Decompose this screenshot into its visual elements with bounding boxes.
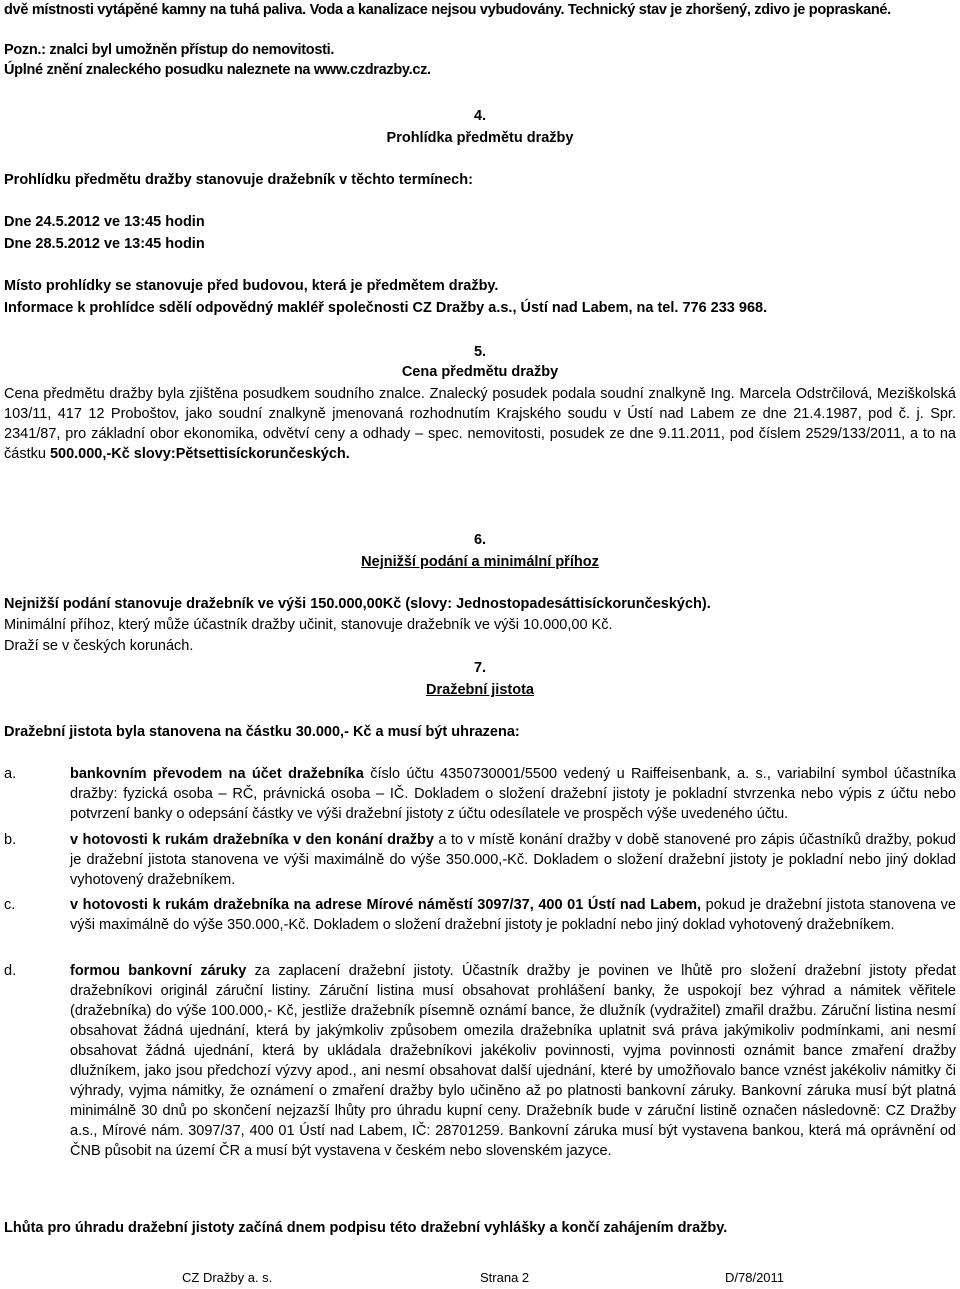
section-7-number: 7. [473,660,487,676]
deposit-option-a [4,764,956,824]
section-5-number: 5. [473,344,487,360]
section-5-title: Cena předmětu dražby [401,364,559,380]
option-bold: v hotovosti k rukám dražebníka v den konání dražby [70,832,434,848]
option-text: pokud je dražební jistota stanovena ve výši maximálně do výše 350.000,-Kč. Dokladem o složení dražební jistoty je pokladní nebo jiný doklad vyhotovený dražebníkem. [70,897,956,933]
intro-paragraph: dvě místnosti vytápěné kamny na tuhá paliva. Voda a kanalizace nejsou vybudovány. Technický stav je zhoršený, zdivo je popraskané. [4,2,891,18]
deposit-option-c [4,895,956,935]
section-6-title-text: Nejnižší podání a minimální příhoz [361,554,599,570]
option-text: a to v místě konání dražby v době stanovené pro zápis účastníků dražby, pokud je dražební jistota stanovena ve výši maximálně do výše 350.000,-Kč. Dokladem o složení dražební jistoty je pokladní nebo jiný doklad vyhotovený dražebníkem. [70,832,956,888]
intro-link-line: Úplné znění znaleckého posudku naleznete na www.czdrazby.cz. [4,62,431,78]
minimum-increment: Minimální příhoz, který může účastník dražby učinit, stanovuje dražebník ve výši 10.000,00 Kč. [4,617,613,633]
inspection-info: Informace k prohlídce sdělí odpovědný makléř společnosti CZ Dražby a.s., Ústí nad Labem, na tel. 776 233 968. [4,300,768,316]
list-label: c. [4,897,16,913]
section-6-title [4,552,956,572]
deposit-lead: Dražební jistota byla stanovena na částku 30.000,- Kč a musí být uhrazena: [4,724,520,740]
section-5-paragraph [4,384,956,464]
option-bold: v hotovosti k rukám dražebníka na adrese Mírové náměstí 3097/37, 400 01 Ústí nad Labem, [70,897,702,913]
section-7-title [4,680,956,700]
option-text: za zaplacení dražební jistoty. Účastník dražby je povinen ve lhůtě pro složení dražební jistoty předat dražebníkovi originál záruční listiny. Záruční listina musí obsahovat prohlášení banky, že uspokojí bez výhrad a námitek věřitele (dražebníka) do výše 100.000,- Kč, jestliže dražebník písemně oznámí bance, že dlužník (vydražitel) zmařil dražbu. Záruční listina nesmí obsahovat žádná ujednání, která by jakýmkoliv způsobem omezila dražebníka uplatnit svá práva jakýmikoliv podmínkami, ani nesmí obsahovat žádná ujednání, která by ukládala dražebníkovi jakékoliv povinnosti, vyjma povinnosti oznámit bance zmaření dražby dlužníkem, jako jsou předchozí výzvy apod., ani nesmí obsahovat další ujednání, které by umožňovalo bance vznést jakékoliv námitky či výhrady, vyjma námitky, že oznámení o zmaření dražby bylo učiněno až po platnosti bankovní záruky. Bankovní záruka musí být platná minimálně 30 dnů po skončení nejzazší lhůty pro úhradu kupní ceny. Dražebník bude v záruční listině označen následovně: CZ Dražby a.s., Mírové nám. 3097/37, 400 01 Ústí nad Labem, IČ: 28701259. Bankovní záruka musí být vystavena bankou, která má oprávnění od ČNB působit na území ČR a musí být vystavena v českém nebo slovenském jazyce. [70,963,956,1159]
footer-company: CZ Dražby a. s. [182,1270,273,1285]
section-4-title: Prohlídka předmětu dražby [386,130,574,146]
section-4-lead: Prohlídku předmětu dražby stanovuje dražebník v těchto termínech: [4,172,473,188]
deposit-option-b [4,830,956,890]
option-bold: bankovním převodem na účet dražebníka [70,766,364,782]
list-label: b. [4,832,17,848]
section-6-number: 6. [473,532,487,548]
inspection-date-2: Dne 28.5.2012 ve 13:45 hodin [4,236,205,252]
currency-note: Draží se v českých korunách. [4,638,194,654]
deposit-option-d [4,961,956,1161]
section-4-number: 4. [473,108,487,124]
option-text: číslo účtu 4350730001/5500 vedený u Raiffeisenbank, a. s., variabilní symbol účastníka dražby: fyzická osoba – RČ, právnická osoba – IČ. Dokladem o složení dražební jistoty je pokladní stvrzenka nebo výpis z účtu nebo potvrzení banky o odepsání částky ve výši dražební jistoty z účtu odesílatele ve prospěch výše uvedeného účtu. [70,766,956,822]
lowest-bid: Nejnižší podání stanovuje dražebník ve výši 150.000,00Kč (slovy: Jednostopadesáttisíckorunčeských). [4,596,711,612]
footer-page-number: Strana 2 [480,1270,530,1285]
list-label: d. [4,963,17,979]
option-bold: formou bankovní záruky [70,963,247,979]
price-amount: 500.000,-Kč slovy:Pětsettisíckorunčeských. [49,446,350,462]
price-text: Cena předmětu dražby byla zjištěna posudkem soudního znalce. Znalecký posudek podala soudní znalkyně Ing. Marcela Odstrčilová, Meziškolská 103/11, 417 12 Proboštov, jako soudní znalkyně jmenovaná rozhodnutím Krajského soudu v Ústí nad Labem ze dne 21.4.1987, pod č. j. Spr. 2341/87, pro základní obor ekonomika, odvětví ceny a odhady – spec. nemovitosti, posudek ze dne 9.11.2011, pod číslem 2529/133/2011, a to na částku [4,386,956,462]
inspection-date-1: Dne 24.5.2012 ve 13:45 hodin [4,214,205,230]
intro-note: Pozn.: znalci byl umožněn přístup do nemovitosti. [4,42,335,58]
list-label: a. [4,766,17,782]
section-7-title-text: Dražební jistota [426,682,534,698]
inspection-place: Místo prohlídky se stanovuje před budovou, která je předmětem dražby. [4,278,499,294]
footer-reference: D/78/2011 [725,1270,785,1285]
deposit-deadline: Lhůta pro úhradu dražební jistoty začíná dnem podpisu této dražební vyhlášky a končí zahájením dražby. [4,1220,728,1236]
